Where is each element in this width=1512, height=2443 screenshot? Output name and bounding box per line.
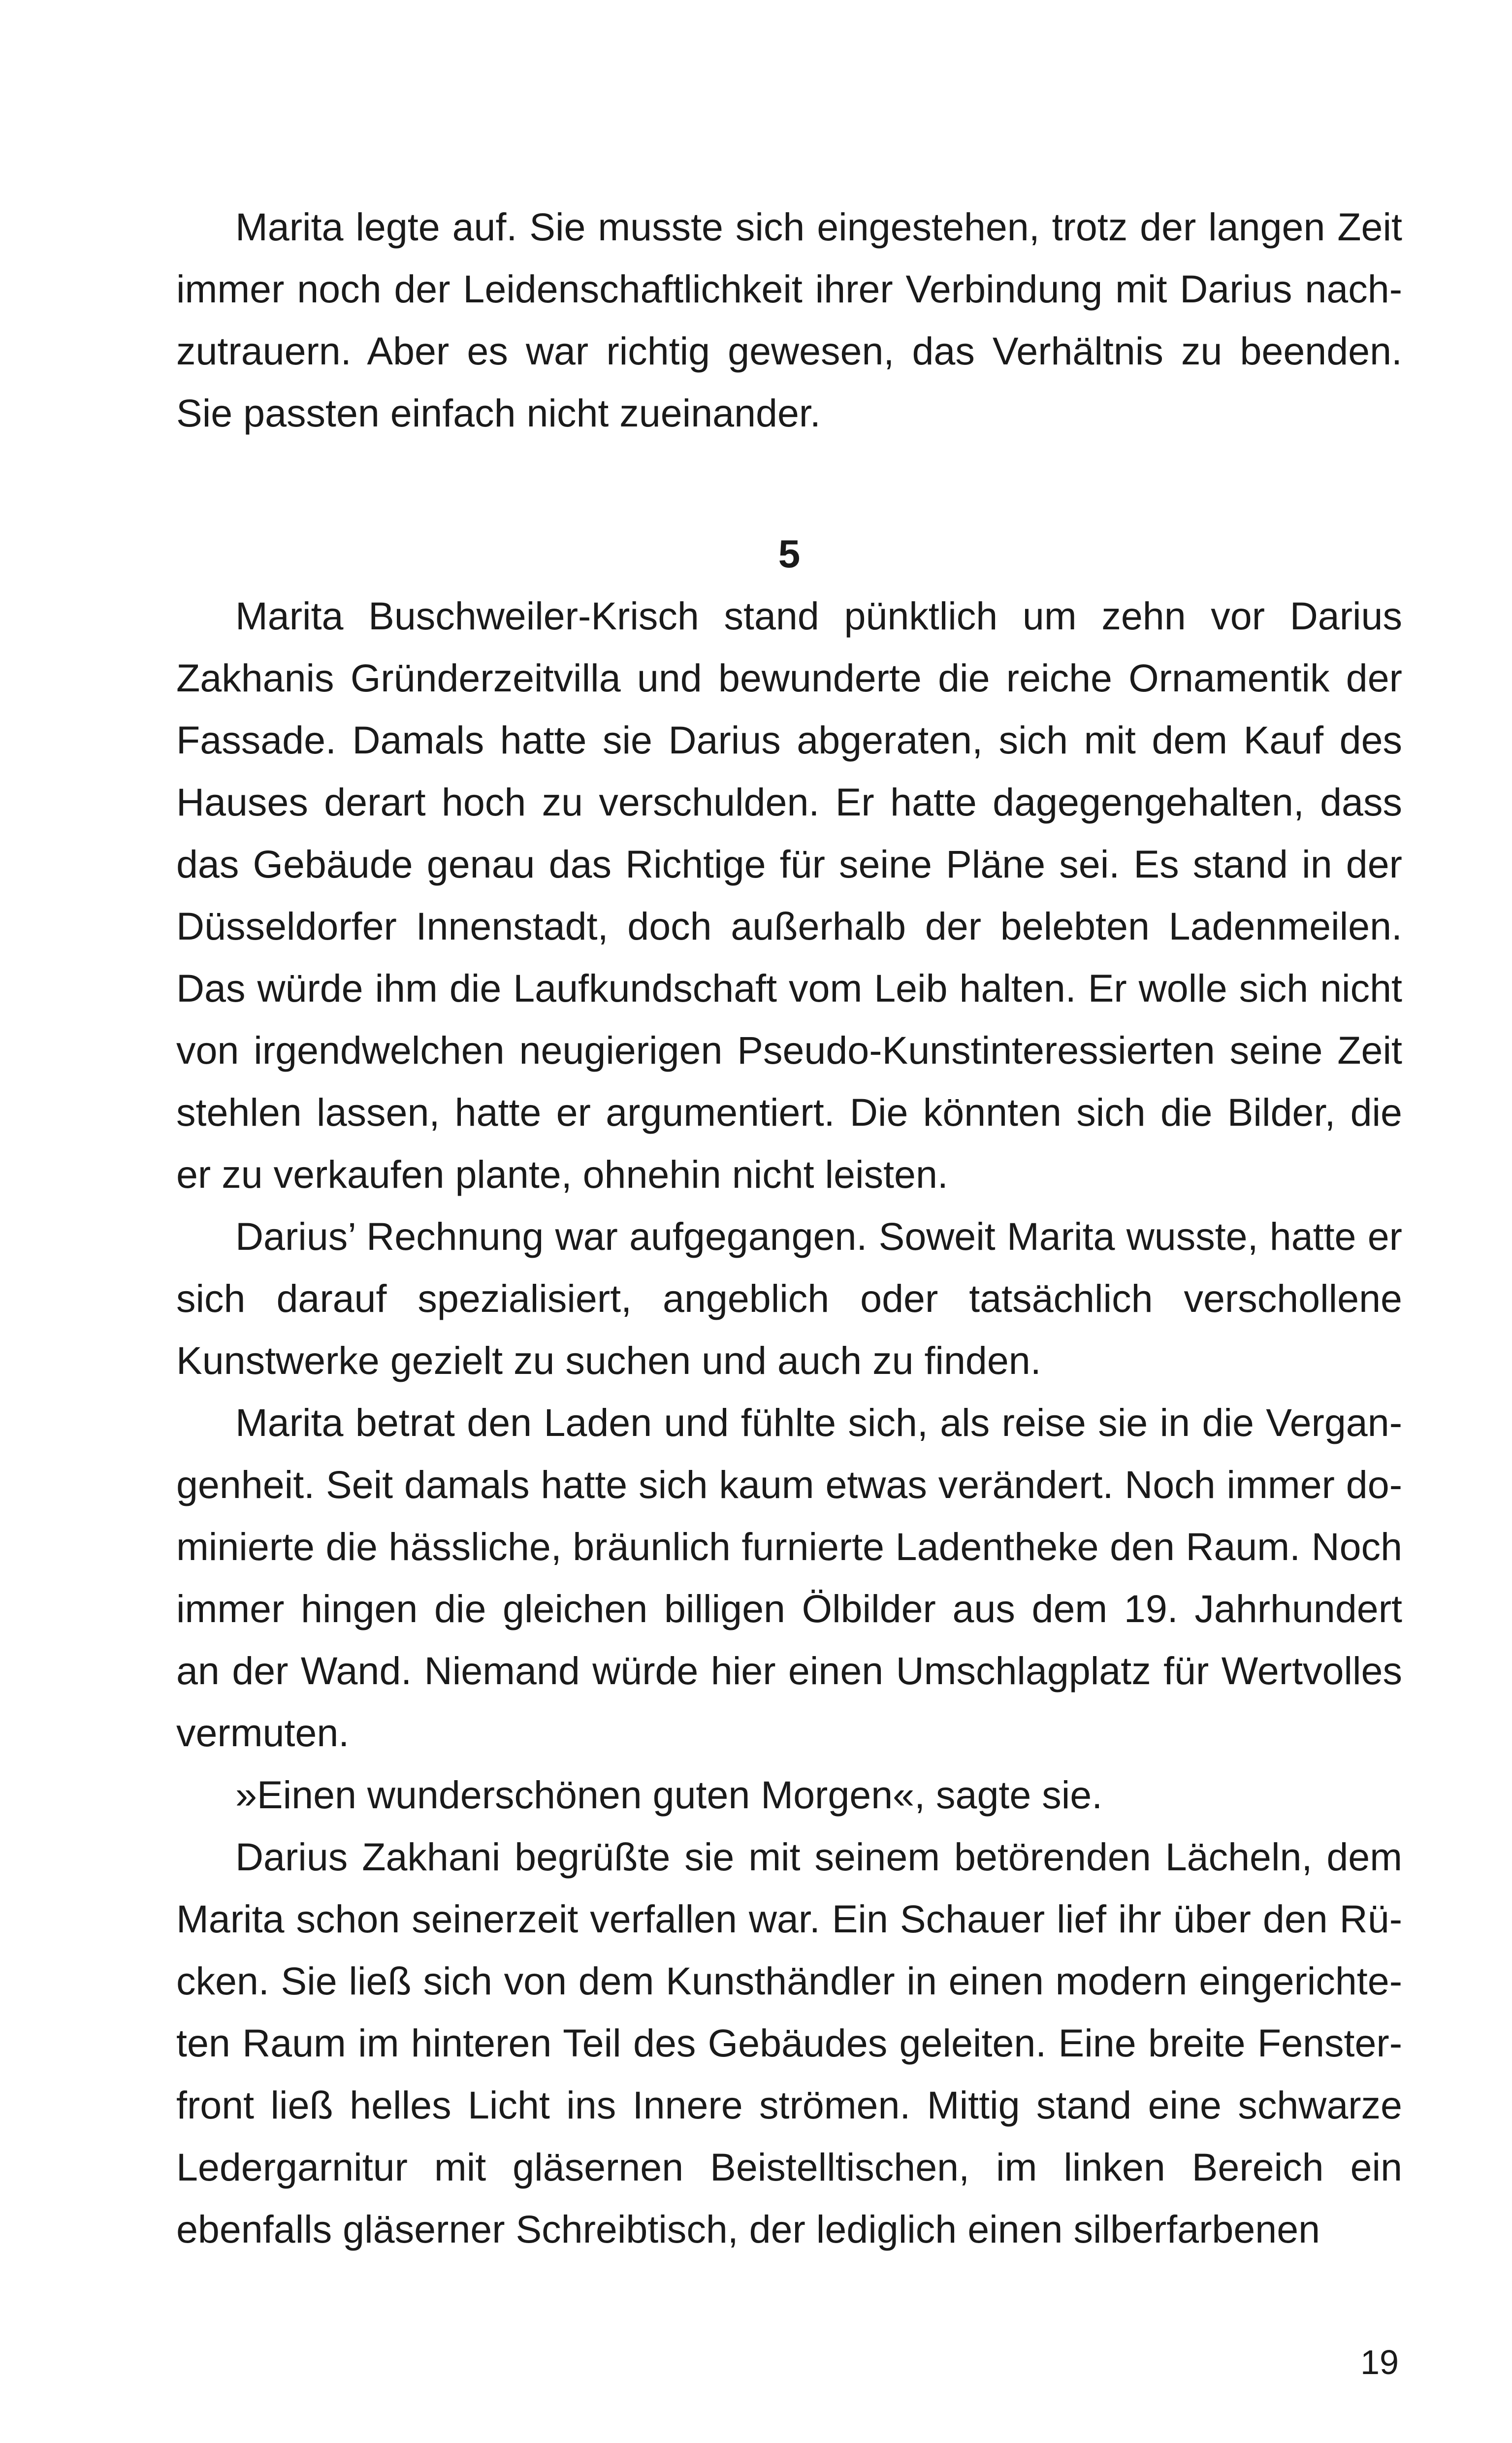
text-block-top <box>176 196 1402 444</box>
page-number: 19 <box>1360 2343 1399 2381</box>
paragraph: Marita legte auf. Sie musste sich eingestehen, trotz der langen Zeit immer noch der Leidenschaftlichkeit ihrer Verbindung mit Darius nachzutrauern. Aber es war richtig gewesen, das Verhältnis zu beenden. Sie passten einfach nicht zueinander. <box>176 205 1402 435</box>
text-block-main <box>176 523 1402 2260</box>
paragraph: Darius’ Rechnung war aufgegangen. Soweit Marita wusste, hatte er sich darauf spezialisiert, angeblich oder tatsächlich verschollene Kunstwerke gezielt zu suchen und auch zu finden. <box>176 1214 1402 1382</box>
chapter-number: 5 <box>778 532 801 576</box>
paragraph: »Einen wunderschönen guten Morgen«, sagte sie. <box>235 1773 1103 1817</box>
paragraph: Marita Buschweiler-Krisch stand pünktlich um zehn vor Darius Zakhanis Gründerzeitvilla und bewunderte die reiche Ornamentik der Fassade. Damals hatte sie Darius abgeraten, sich mit dem Kauf des Hauses derart hoch zu verschulden. Er hatte dagegengehalten, dass das Gebäude genau das Richtige für seine Pläne sei. Es stand in der Düsseldorfer Innenstadt, doch außerhalb der belebten Ladenmeilen. Das würde ihm die Laufkundschaft vom Leib halten. Er wolle sich nicht von irgendwelchen neugierigen Pseudo-Kunstinteressierten seine Zeit stehlen lassen, hatte er argumentiert. Die könnten sich die Bilder, die er zu verkaufen plante, ohnehin nicht leisten. <box>176 594 1402 1196</box>
paragraph: Marita betrat den Laden und fühlte sich, als reise sie in die Vergangenheit. Seit damals hatte sich kaum etwas verändert. Noch immer dominierte die hässliche, bräunlich furnierte Ladentheke den Raum. Noch immer hingen die gleichen billigen Ölbilder aus dem 19. Jahrhundert an der Wand. Niemand würde hier einen Umschlagplatz für Wertvolles vermuten. <box>176 1401 1402 1755</box>
paragraph: Darius Zakhani begrüßte sie mit seinem betörenden Lächeln, dem Marita schon seinerzeit verfallen war. Ein Schauer lief ihr über den Rücken. Sie ließ sich von dem Kunsthändler in einen modern eingerichteten Raum im hinteren Teil des Gebäudes geleiten. Eine breite Fensterfront ließ helles Licht ins Innere strömen. Mittig stand eine schwarze Ledergarnitur mit gläsernen Beistelltischen, im linken Bereich ein ebenfalls gläserner Schreibtisch, der lediglich einen silberfarbenen <box>176 1835 1402 2251</box>
